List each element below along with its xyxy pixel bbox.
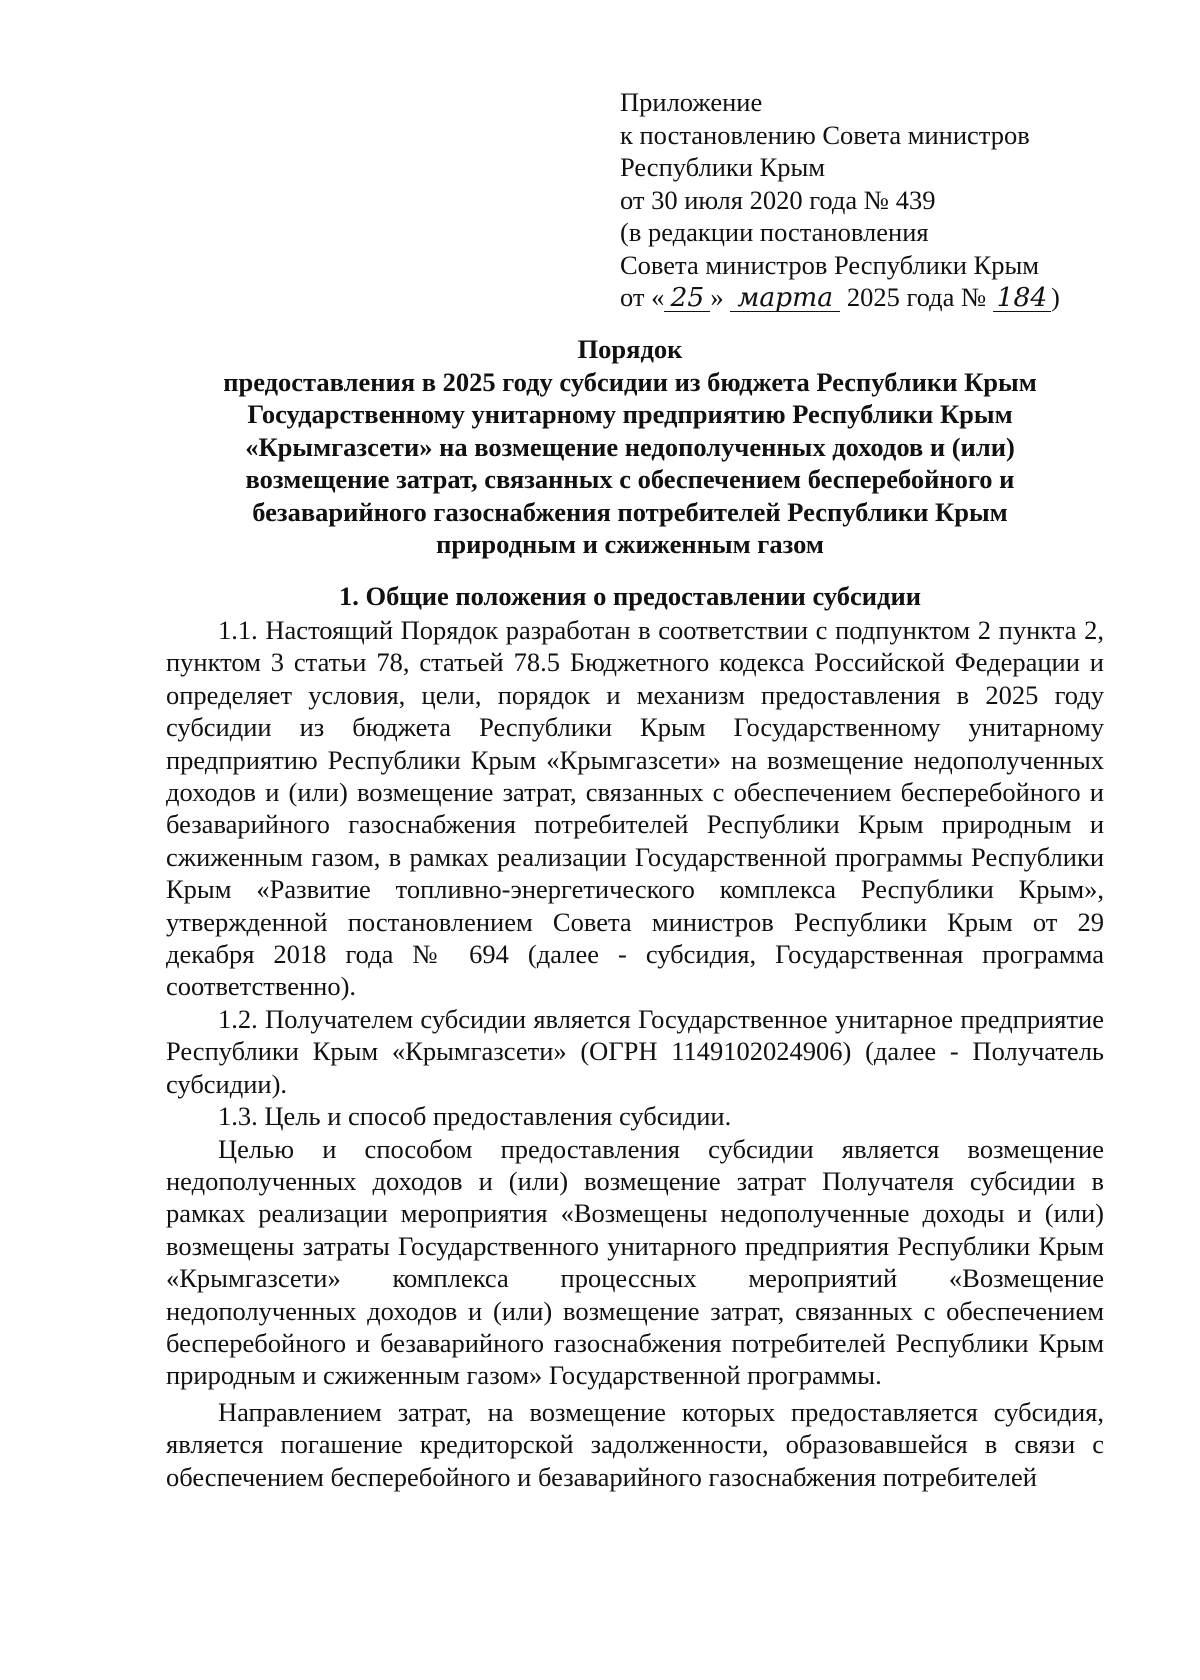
paragraph-goal: Целью и способом предоставления субсидии является возмещение недополученных доходов и (или) возмещение затрат Получателя субсидии в рамках реализации мероприятия «Возмещены недополученные доходы и (или) возмещены затраты Государственного унитарного предприятия Республики Крым «Крымгазсети» комплекса процессных мероприятий «Возмещение недополученных доходов и (или) возмещение затрат, связанных с обеспечением бесперебойного и безаварийного газоснабжения потребителей Республики Крым природным и сжиженным газом» Государственной программы. [166,1133,1104,1391]
title-line: предоставления в 2025 году субсидии из бюджета Республики Крым [223,366,1037,397]
paragraph-1-3: 1.3. Цель и способ предоставления субсидии. [218,1101,732,1132]
appendix-line: Приложение [620,87,763,117]
appendix-line: Республики Крым [620,152,826,182]
title-line: природным и сжиженным газом [436,529,824,559]
handwritten-day: 25 [664,285,710,312]
paragraph-1-1: 1.1. Настоящий Порядок разработан в соответствии с подпунктом 2 пункта 2, пунктом 3 статьи 78, статьей 78.5 Бюджетного кодекса Российской Федерации и определяет условия, цели, порядок и механизм предоставления в 2025 году субсидии из бюджета Республики Крым Государственному унитарному предприятию Республики Крым «Крымгазсети» на возмещение недополученных доходов и (или) возмещение затрат, связанных с обеспечением бесперебойного и безаварийного газоснабжения потребителей Республики Крым природным и сжиженным газом, в рамках реализации Государственной программы Республики Крым «Развитие топливно-энергетического комплекса Республики Крым», утвержденной постановлением Совета министров Республики Крым от 29 декабря 2018 года № 694 (далее - субсидия, Государственная программа соответственно). [166,615,1104,1002]
appendix-line: Совета министров Республики Крым [620,249,1040,280]
date-suffix: ) [1050,282,1060,312]
title-line: Государственному унитарному предприятию Республики Крым [247,399,1013,429]
document-title [150,333,1110,561]
appendix-line: от 30 июля 2020 года № 439 [620,184,936,215]
paragraph-direction: Направлением затрат, на возмещение которых предоставляется субсидия, является погашение кредиторской задолженности, образовавшейся в связи с обеспечением бесперебойного и безаварийного газоснабжения потребителей [166,1396,1104,1492]
title-line: «Крымгазсети» на возмещение недополученных доходов и (или) [245,431,1015,462]
paragraph-1-2: 1.2. Получателем субсидии является Государственное унитарное предприятие Республики Крым «Крымгазсети» (ОГРН 1149102024906) (далее - Получатель субсидии). [166,1003,1104,1099]
appendix-date-line [620,281,1120,314]
handwritten-month: марта [730,285,840,312]
title-line: безаварийного газоснабжения потребителей Республики Крым [252,496,1008,527]
appendix-line: (в редакции постановления [620,217,929,247]
date-year: 2025 года № [846,282,987,312]
appendix-line: к постановлению Совета министров [620,119,1030,150]
document-body [166,614,1104,1493]
title-line: возмещение затрат, связанных с обеспечением бесперебойного и [245,464,1015,494]
appendix-block [620,86,1120,314]
handwritten-number: 184 [993,285,1051,312]
date-prefix: от « [620,282,665,312]
title-heading: Порядок [577,334,683,364]
date-quote: » [710,282,724,312]
section-heading: 1. Общие положения о предоставлении субсидии [338,581,921,611]
